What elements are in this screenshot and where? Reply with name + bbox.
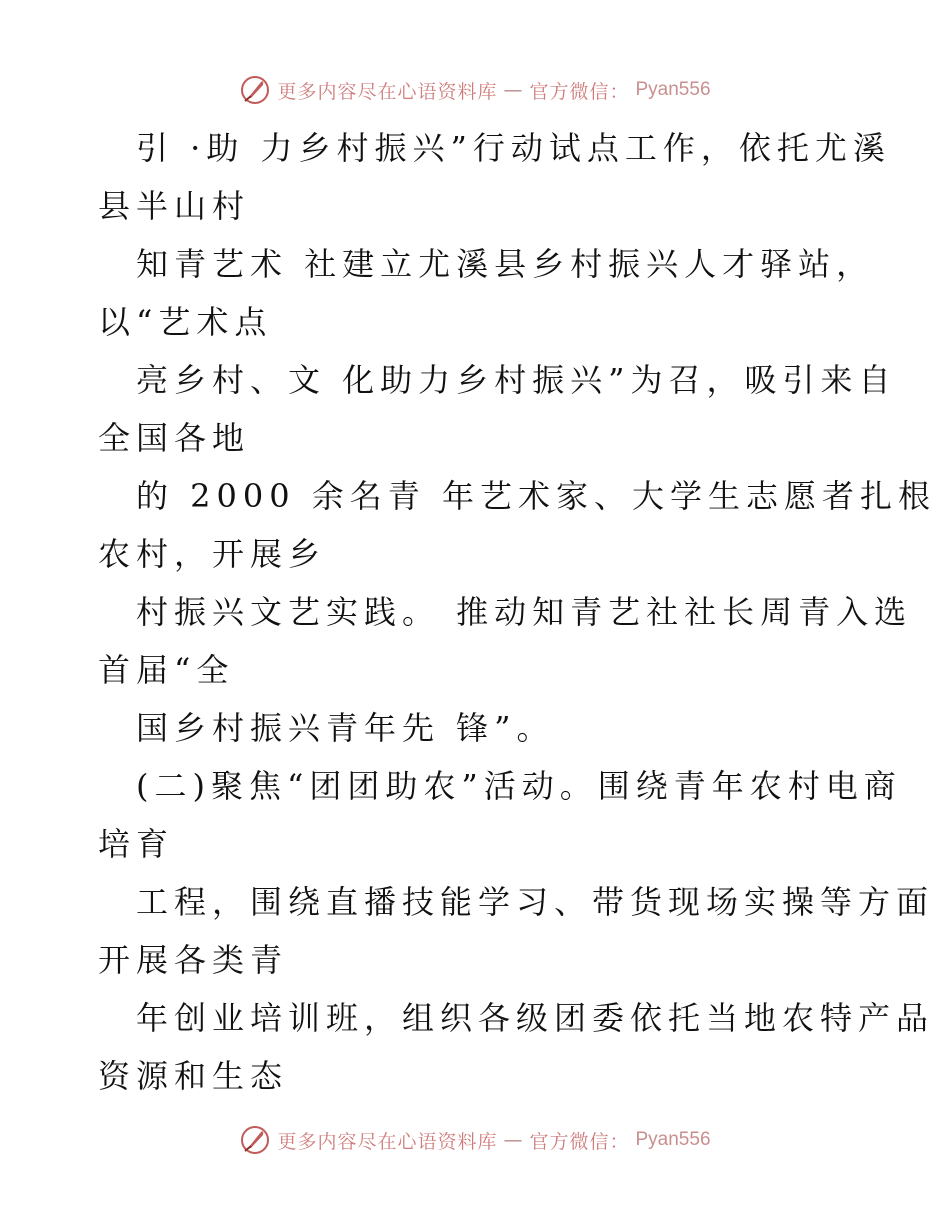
watermark-contact-id: Pyan556: [635, 79, 711, 100]
body-line: 引 ·助 力乡村振兴”行动试点工作，依托尤溪: [136, 129, 891, 167]
watermark-contact-label: 官方微信：: [529, 80, 630, 103]
body-line: 农村，开展乡: [98, 535, 327, 573]
body-line: (二)聚焦“团团助农”活动。围绕青年农村电商: [136, 767, 902, 805]
body-line: 培育: [98, 825, 175, 863]
body-line: 以“艺术点: [98, 303, 273, 341]
watermark-separator: —: [503, 79, 524, 101]
body-line: 知青艺术 社建立尤溪县乡村振兴人才驿站，: [136, 245, 875, 283]
body-line: 国乡村振兴青年先 锋”。: [136, 709, 555, 747]
body-line: 县半山村: [98, 187, 251, 225]
body-line: 首届“全: [98, 651, 235, 689]
body-line: 亮乡村、文 化助力乡村振兴”为召，吸引来自: [136, 361, 897, 399]
body-line: 村振兴文艺实践。 推动知青艺社社长周青入选: [136, 593, 913, 631]
watermark-separator: —: [503, 1129, 524, 1151]
footer-watermark: [0, 1120, 950, 1160]
body-line: 年创业培训班，组织各级团委依托当地农特产品: [136, 999, 935, 1037]
feather-pen-icon: [239, 74, 271, 106]
body-line: 开展各类青: [98, 941, 289, 979]
body-line: 全国各地: [98, 419, 251, 457]
watermark-brand-text: 更多内容尽在心语资料库: [277, 1130, 498, 1153]
body-line: 工程，围绕直播技能学习、带货现场实操等方面: [136, 883, 935, 921]
watermark-brand-text: 更多内容尽在心语资料库: [277, 80, 498, 103]
watermark-contact-label: 官方微信：: [529, 1130, 630, 1153]
watermark-contact-id: Pyan556: [635, 1129, 711, 1150]
body-line: 的 2000 余名青 年艺术家、大学生志愿者扎根: [136, 477, 936, 515]
feather-pen-icon: [239, 1124, 271, 1156]
header-watermark: [0, 70, 950, 110]
body-line: 资源和生态: [98, 1057, 289, 1095]
